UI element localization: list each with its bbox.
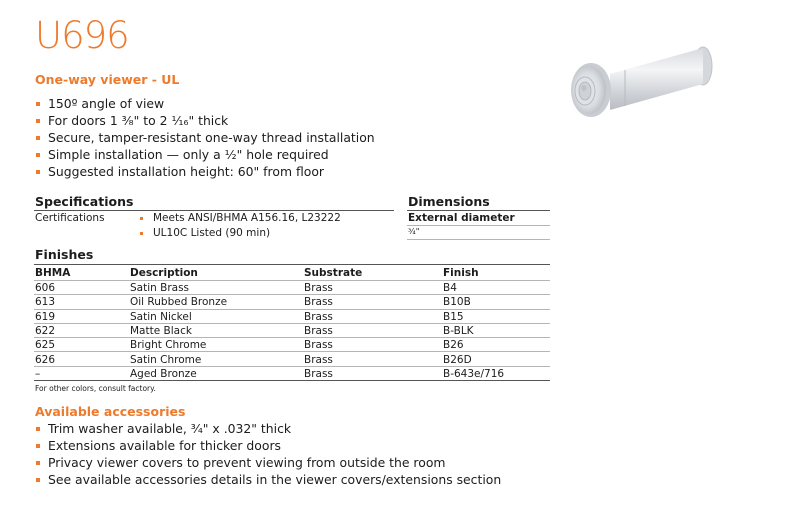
table-row — [34, 323, 550, 337]
cell-description: Oil Rubbed Bronze — [129, 295, 303, 309]
feature-list — [35, 95, 375, 180]
column-header-substrate: Substrate — [303, 265, 442, 281]
cell-bhma: 606 — [34, 281, 129, 295]
cell-substrate: Brass — [303, 295, 442, 309]
cell-description: Bright Chrome — [129, 338, 303, 352]
table-row — [34, 281, 550, 295]
column-header-finish: Finish — [442, 265, 550, 281]
dimensions-heading: Dimensions — [408, 194, 490, 209]
cell-finish: B-643e/716 — [442, 366, 550, 380]
cell-substrate: Brass — [303, 366, 442, 380]
cell-substrate: Brass — [303, 338, 442, 352]
table-row — [34, 309, 550, 323]
feature-item: Simple installation — only a ¹⁄₂" hole required — [35, 146, 375, 163]
cell-substrate: Brass — [303, 323, 442, 337]
feature-item: 150º angle of view — [35, 95, 375, 112]
cell-finish: B26D — [442, 352, 550, 366]
cell-bhma: 619 — [34, 309, 129, 323]
table-row — [34, 352, 550, 366]
product-subtitle: One-way viewer - UL — [35, 72, 180, 87]
table-row — [34, 295, 550, 309]
accessory-item: Privacy viewer covers to prevent viewing from outside the room — [35, 454, 501, 471]
accessory-item: Trim washer available, ³⁄₄" x .032" thick — [35, 420, 501, 437]
feature-item: Secure, tamper-resistant one-way thread installation — [35, 129, 375, 146]
dimension-label: External diameter — [408, 212, 515, 224]
feature-item: Suggested installation height: 60" from floor — [35, 163, 375, 180]
cell-bhma: 622 — [34, 323, 129, 337]
cell-substrate: Brass — [303, 281, 442, 295]
certification-item: Meets ANSI/BHMA A156.16, L23222 — [139, 211, 341, 226]
cell-substrate: Brass — [303, 309, 442, 323]
cell-description: Satin Brass — [129, 281, 303, 295]
certification-item: UL10C Listed (90 min) — [139, 226, 341, 241]
product-title: U696 — [35, 14, 129, 57]
dimensions-rule — [407, 210, 550, 211]
cell-finish: B10B — [442, 295, 550, 309]
dimension-value: ³⁄₄" — [408, 227, 420, 236]
cell-description: Aged Bronze — [129, 366, 303, 380]
dimension-divider — [407, 239, 550, 240]
specifications-heading: Specifications — [35, 194, 134, 209]
column-header-bhma: BHMA — [34, 265, 129, 281]
certifications-list — [139, 211, 341, 241]
cell-finish: B4 — [442, 281, 550, 295]
table-header-row — [34, 265, 550, 281]
table-row — [34, 338, 550, 352]
cell-bhma: 625 — [34, 338, 129, 352]
cell-bhma: 613 — [34, 295, 129, 309]
cell-finish: B26 — [442, 338, 550, 352]
accessory-item: Extensions available for thicker doors — [35, 437, 501, 454]
finishes-note: For other colors, consult factory. — [35, 384, 156, 393]
door-viewer-image — [555, 40, 735, 125]
finishes-table — [34, 264, 550, 381]
cell-finish: B15 — [442, 309, 550, 323]
accessory-item: See available accessories details in the viewer covers/extensions section — [35, 471, 501, 488]
cell-substrate: Brass — [303, 352, 442, 366]
finishes-heading: Finishes — [35, 247, 94, 262]
table-row — [34, 366, 550, 380]
cell-description: Matte Black — [129, 323, 303, 337]
cell-description: Satin Chrome — [129, 352, 303, 366]
cell-bhma: 626 — [34, 352, 129, 366]
column-header-description: Description — [129, 265, 303, 281]
spec-label-certifications: Certifications — [35, 212, 105, 224]
accessories-heading: Available accessories — [35, 404, 186, 419]
feature-item: For doors 1 ³⁄₈" to 2 ¹⁄₁₆" thick — [35, 112, 375, 129]
accessories-list — [35, 420, 501, 488]
dimension-divider — [407, 225, 550, 226]
cell-finish: B-BLK — [442, 323, 550, 337]
cell-bhma: – — [34, 366, 129, 380]
cell-description: Satin Nickel — [129, 309, 303, 323]
